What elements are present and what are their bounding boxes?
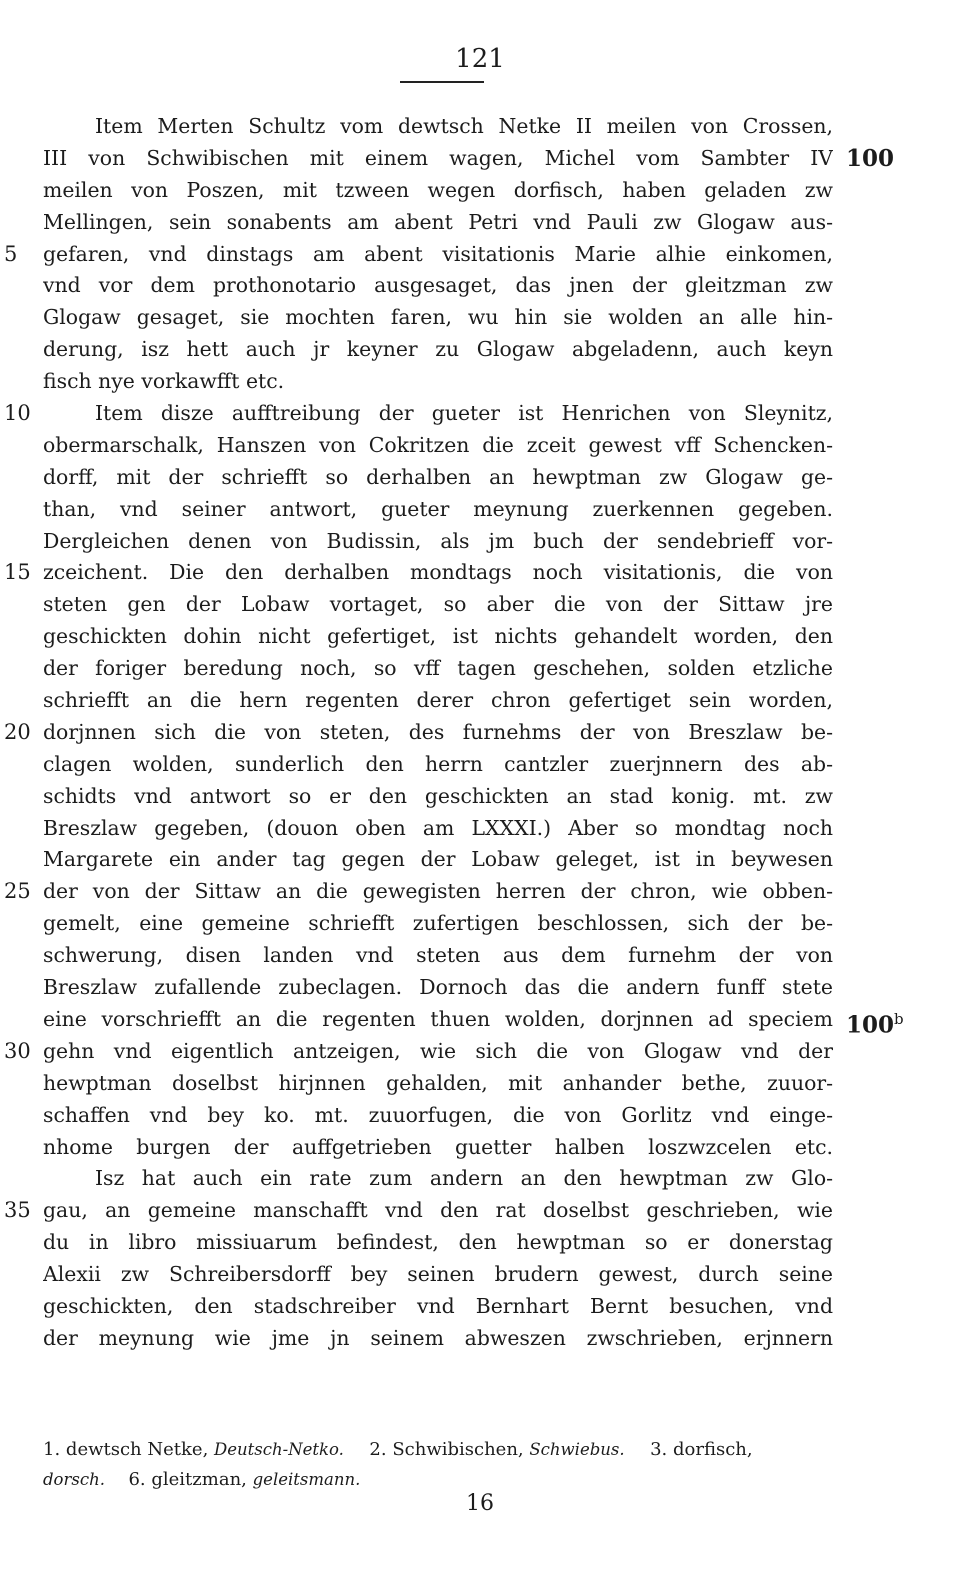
line-number: 30 [4, 1038, 31, 1063]
text-line [0, 813, 960, 845]
footnote-number: 2. [369, 1439, 387, 1460]
text-line [0, 270, 960, 302]
footnote-number: 6. [128, 1469, 146, 1490]
footnote-gloss: Deutsch-Netko. [214, 1440, 344, 1459]
text-line [0, 334, 960, 366]
text-line [0, 589, 960, 621]
text-line [0, 207, 960, 239]
text-line [0, 1163, 960, 1195]
line-text: steten gen der Lobaw vortaget, so aber die von der Sittaw jre [43, 592, 833, 617]
line-text: Breszlaw zufallende zubeclagen. Dornoch das die andern funff stete [43, 975, 833, 1000]
text-line [0, 940, 960, 972]
line-text: Mellingen, sein sonabents am abent Petri vnd Pauli zw Glogaw aus- [43, 209, 833, 234]
text-line [0, 143, 960, 175]
text-line [0, 685, 960, 717]
line-text: dorjnnen sich die von steten, des furnehms der von Breszlaw be- [43, 719, 833, 744]
text-line [0, 1323, 960, 1355]
line-text: geschickten, den stadschreiber vnd Bernhart Bernt besuchen, vnd [43, 1293, 833, 1318]
line-text: gehn vnd eigentlich antzeigen, wie sich die von Glogaw vnd der [43, 1038, 833, 1063]
line-text: Dergleichen denen von Budissin, als jm buch der sendebrieff vor- [43, 528, 833, 553]
footnote-gloss: dorsch. [43, 1470, 105, 1489]
line-text: der foriger beredung noch, so vff tagen geschehen, solden etzliche [43, 656, 833, 681]
line-text: schaffen vnd bey ko. mt. zuuorfugen, die von Gorlitz vnd einge- [43, 1102, 833, 1127]
line-text: vnd vor dem prothonotario ausgesaget, das jnen der gleitzman zw [43, 273, 833, 298]
text-line [0, 1036, 960, 1068]
folio-marker: 100 [846, 144, 895, 172]
text-line [0, 1259, 960, 1291]
page-number: 121 [455, 44, 505, 74]
line-text: Item Merten Schultz vom dewtsch Netke II meilen von Crossen, [95, 114, 833, 138]
line-text: dorff, mit der schriefft so derhalben an hewptman zw Glogaw ge- [43, 464, 833, 489]
text-line [0, 494, 960, 526]
text-line [0, 653, 960, 685]
text-line [0, 366, 960, 398]
footnote-term: dorfisch, [673, 1439, 753, 1460]
text-line [0, 462, 960, 494]
footnote-term: Schwibischen, [392, 1439, 524, 1460]
line-text: Glogaw gesaget, sie mochten faren, wu hin sie wolden an alle hin- [43, 305, 833, 330]
line-text: Breszlaw gegeben, (douon oben am LXXXI.) Aber so mondtag noch [43, 815, 833, 840]
text-line [0, 781, 960, 813]
line-text: gau, an gemeine manschafft vnd den rat doselbst geschrieben, wie [43, 1198, 833, 1223]
text-line [0, 717, 960, 749]
text-line [0, 908, 960, 940]
text-line [0, 1068, 960, 1100]
body-text [0, 111, 960, 1355]
text-line [0, 972, 960, 1004]
text-line [0, 1291, 960, 1323]
text-line [0, 1132, 960, 1164]
line-text: clagen wolden, sunderlich den herrn cantzler zuerjnnern des ab- [43, 751, 833, 776]
line-text: than, vnd seiner antwort, gueter meynung zuerkennen gegeben. [43, 496, 833, 521]
line-text: eine vorschriefft an die regenten thuen wolden, dorjnnen ad speciem [43, 1006, 833, 1031]
signature-mark: 16 [466, 1491, 494, 1516]
text-line [0, 749, 960, 781]
line-text: Margarete ein ander tag gegen der Lobaw geleget, ist in beywesen [43, 847, 833, 872]
line-number: 10 [4, 401, 31, 426]
footnote-gloss: Schwiebus. [529, 1440, 625, 1459]
text-line [0, 1227, 960, 1259]
footnote-line [0, 1435, 960, 1465]
line-number: 15 [4, 560, 31, 585]
line-number: 35 [4, 1198, 31, 1223]
page-number-rule [400, 81, 484, 83]
text-line [0, 557, 960, 589]
line-text: Item disze aufftreibung der gueter ist Henrichen von Sleynitz, [95, 401, 833, 426]
footnotes [0, 1435, 960, 1495]
text-line [0, 844, 960, 876]
text-line [0, 302, 960, 334]
text-line [0, 398, 960, 430]
line-text: schriefft an die hern regenten derer chron gefertiget sein worden, [43, 688, 833, 713]
line-text: schidts vnd antwort so er den geschickten an stad konig. mt. zw [43, 783, 833, 808]
folio-marker: 100$^b$ [846, 1009, 904, 1039]
line-number: 5 [4, 241, 18, 266]
line-number: 20 [4, 719, 31, 744]
text-line [0, 526, 960, 558]
footnote-gloss: geleitsmann. [252, 1470, 361, 1489]
line-text: du in libro missiuarum befindest, den hewptman so er donerstag [43, 1230, 833, 1255]
line-text: schwerung, disen landen vnd steten aus dem furnehm der von [43, 943, 833, 968]
line-text: der meynung wie jme jn seinem abweszen zwschrieben, erjnnern [43, 1325, 833, 1350]
text-line [0, 1195, 960, 1227]
line-text: der von der Sittaw an die gewegisten herren der chron, wie obben- [43, 879, 833, 904]
footnote-number: 3. [650, 1439, 668, 1460]
line-text: fisch nye vorkawfft etc. [43, 369, 285, 394]
text-line [0, 239, 960, 271]
line-text: zceichent. Die den derhalben mondtags noch visitationis, die von [43, 560, 833, 585]
line-text: gemelt, eine gemeine schriefft zufertigen beschlossen, sich der be- [43, 911, 833, 936]
text-line [0, 111, 960, 143]
footnote-term: dewtsch Netke, [65, 1439, 209, 1460]
text-line [0, 1100, 960, 1132]
footnote-term: gleitzman, [151, 1469, 247, 1490]
line-number: 25 [4, 879, 31, 904]
line-text: gefaren, vnd dinstags am abent visitationis Marie alhie einkomen, [43, 241, 833, 266]
line-text: meilen von Poszen, mit tzween wegen dorfisch, haben geladen zw [43, 177, 833, 202]
text-line [0, 876, 960, 908]
line-text: obermarschalk, Hanszen von Cokritzen die zceit gewest vff Schencken- [43, 432, 833, 457]
footnote-number: 1. [43, 1439, 61, 1460]
line-text: derung, isz hett auch jr keyner zu Glogaw abgeladenn, auch keyn [43, 337, 833, 362]
line-text: nhome burgen der auffgetrieben guetter halben loszwzcelen etc. [43, 1134, 833, 1159]
line-text: Isz hat auch ein rate zum andern an den hewptman zw Glo- [95, 1166, 833, 1191]
text-line [0, 430, 960, 462]
line-text: Alexii zw Schreibersdorff bey seinen brudern gewest, durch seine [43, 1262, 833, 1287]
text-line [0, 621, 960, 653]
text-line [0, 1004, 960, 1039]
line-text: III von Schwibischen mit einem wagen, Michel vom Sambter IV [43, 145, 833, 170]
text-line [0, 175, 960, 207]
line-text: geschickten dohin nicht gefertiget, ist nichts gehandelt worden, den [43, 624, 833, 649]
line-text: hewptman doselbst hirjnnen gehalden, mit anhander bethe, zuuor- [43, 1070, 833, 1095]
